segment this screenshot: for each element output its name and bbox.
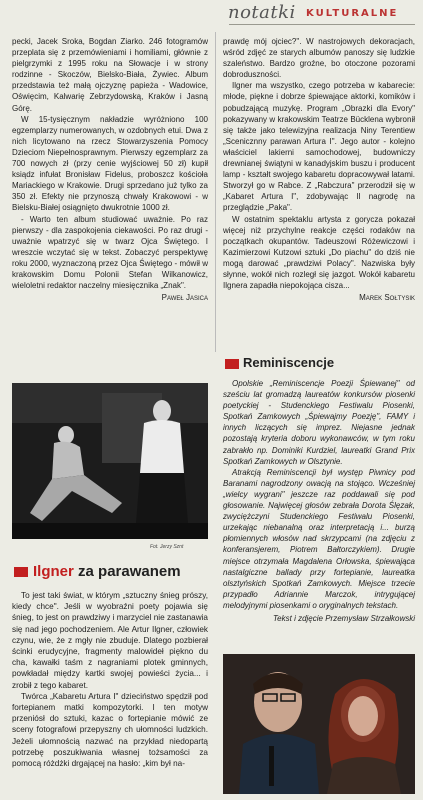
article1-paragraph: W 15-tysięcznym nakładzie wyróżniono 100 egzemplarzy numerowanych, w ozdobnych etui. Dwa z nich licytowano na rzecz Stowarzyszenia Pomocy Dzieciom Niepełnosprawnym. Pierwszy egzemplarz za 700 nowych zł (przy cenie wyjściowej 50 zł) kupił ksiądz infułat Bronisław Fidelus, proboszcz kościoła Mariackiego w Krakowie. Drugi sprzedano już tylko za 350 zł. Efekty nie przynoszą chwały Krakowowi - w Bielsku-Białej osiągnięto dwukrotnie 1000 zł. — [12, 114, 208, 213]
stage-photo-image — [12, 383, 208, 539]
article3-credit: Tekst i zdjęcie Przemysław Strzałkowski — [273, 613, 415, 623]
article1-column — [12, 36, 208, 303]
article2-paragraph: To jest taki świat, w którym „sztuczny śnieg prószy, kiedy chce". Jeśli w wyobraźni poety pojawia się śnieg, to jest on prawdziwy i marzyciel nie zastanawia się nad jego pochodzeniem. Ale Artur Ilgner, człowiek czynu, wie, że z mgły nie zbuduje. Dlatego pozbierał ścinki erudycyjne, fragmenty malowideł piękno du cha, kawałki taśm z nagraniami plotek gminnych, powkładał między kartki swojej powieści życia... i zrobił z tego kabaret. — [12, 591, 208, 690]
singer-photo-image — [223, 654, 415, 794]
column-divider — [215, 32, 216, 352]
article3-paragraph: Opolskie „Reminiscencje Poezji Śpiewanej" od sześciu lat gromadzą laureatów konkursów piosenki poetyckiej - Studenckiego Festiwalu Piosenki, Spotkań Zamkowych „Śpiewajmy Poezję", FAMY i innych liczących się imprez. Niejasne jednak pozostają kryteria doboru wykonawców, w tym roku zabrakło np. Dominiki Kurdziel, laureatki Grand Prix Spotkań Zamkowych w Olsztynie. — [223, 379, 415, 466]
headline-marker — [14, 567, 28, 577]
article2-paragraph: prawdę mój ojciec?". W nastrojowych dekoracjach, wśród zdjęć ze starych albumów panoszy się ludzkie szaleństwo. Bardzo groźne, bo otoczone pozorami dobroduszności. — [223, 37, 415, 80]
stage-photo — [12, 383, 208, 539]
singer-photo — [223, 654, 415, 794]
article2-paragraph: Ilgner ma wszystko, czego potrzeba w kabarecie: młode, piękne i dobrze śpiewające aktorki, komików i pobudzającą muzykę. Program „Obrazki dla Evory" pokazywany w krakowskim Teatrze Bücklena wybronił się także jako telewizyjna realizacja Niny Terentiew „Scenicznny parawan Artura I". Jego autor - kolejno właściciel lakierni samochodowej, budowniczy drewnianej świątyni w kanadyjskim buszu i producent lamp - kształt swojego kabaretu dopracowywał latami. Stworzył go w Rabce. Z „Rabczura" przerodził się w „Kabaret Artura I", zdobywając II nagrodę na przeglądzie „Paka". — [223, 81, 415, 213]
article3-title: Reminiscencje — [243, 355, 335, 370]
article3-paragraph: Atrakcją Reminiscencji był występ Piwnicy pod Baranami nagrodzony owacją na stojąco. Wcześniej „wielcy wygrani" jeszcze raz poddawali się pod głosowanie. Najwięcej głosów zebrała Dorota Ślęzak, zwyciężczyni Studenckiego Festiwalu Piosenki, urzekając niebanalną oraz interpretacją i... burzą płomiennych włosów nad skrzypcami (na zdjęciu z konferansjerem, Piotrem Bałtorczykiem). Drugie miejsce otrzymała Magdalena Orłowska, śpiewająca nastalgiczne ballady przy fortepianie, laureatka olsztyńskich Spotkań Zamkowych. Miejsce trzecie przypadło Adriannie Marczok, intrygującej melodyjnymi piosenkami o oryginalnych tekstach. — [223, 467, 415, 610]
article2-left-column — [12, 590, 208, 769]
article2-title-red: Ilgner — [33, 563, 74, 580]
article1-paragraph: pecki, Jacek Sroka, Bogdan Ziarko. 246 fotogramów przeplata się z przemówieniami i homiliami, głównie z pielgrzymki z 1995 roku na Słowacje i w strony rodzinne - Skoczów, Bielsko-Biała, Żywiec. Album przedstawia też małą ojczyznę papieża - Wadowice, Oświęcim, Kalwarię Zebrzydowską, Kraków i Jasną Górę. — [12, 37, 208, 113]
section-label: KULTURALNE — [306, 8, 399, 19]
article2-title-dark: za parawanem — [78, 563, 181, 580]
section-header — [0, 0, 423, 28]
photo-credit: Fot. Jerzy Sznt — [150, 544, 184, 550]
article2-signature: Marek Sołtysik — [359, 293, 415, 303]
section-script-title: notatki — [228, 2, 296, 23]
article3-column — [223, 378, 415, 624]
article2-right-column — [223, 36, 415, 303]
article2-title — [33, 563, 181, 580]
headline-marker — [225, 359, 239, 369]
article2-paragraph: W ostatnim spektaklu artysta z gorycza pokazał więcej niż przychylne reakcje części rodaków na początkach okupantów. Tadeuszowi Różewiczowi i Kazimierzowi Kutzowi sztuki „Do piachu" do dziś nie mogą darować „prawdziwi Polacy". Nazwiska były słynne, wokół nich rozległ się jazgot. Wokół kabaretu Ilgnera zapadła niepokojąca cisza... — [223, 214, 415, 291]
header-rule — [229, 24, 415, 25]
article1-signature: Paweł Jasica — [161, 293, 208, 303]
article2-paragraph: Twórca „Kabaretu Artura I" dzieciństwo spędził pod fortepianem matki kompozytorki. I ten motyw przeniósł do sztuki, kazac o fortepianie mówić ze sceny fotografowi przepyszny ch ułomności ludzkich. Jeżeli ułomnością nazwać na przykład niedopartą potrzebę poszukiwania własnej tożsamości za pomocą różdżki drgającej na hasło: „kim był na- — [12, 691, 208, 769]
article1-paragraph: - Warto ten album studiować uważnie. Po raz pierwszy - dla zaspokojenia ciekawości. Po raz drugi - uważnie wpatrzyć się w twarz Ojca Świętego. I wreszcie wczytać się w tekst. Zobaczyć perspektywę roku 2000, wyznaczoną przez Ojca Świętego - mówił w krakowskim Domu Polonii Stefan Wilkanowicz, wieloletni redaktor naczelny miesięcznika „Znak". — [12, 214, 208, 291]
